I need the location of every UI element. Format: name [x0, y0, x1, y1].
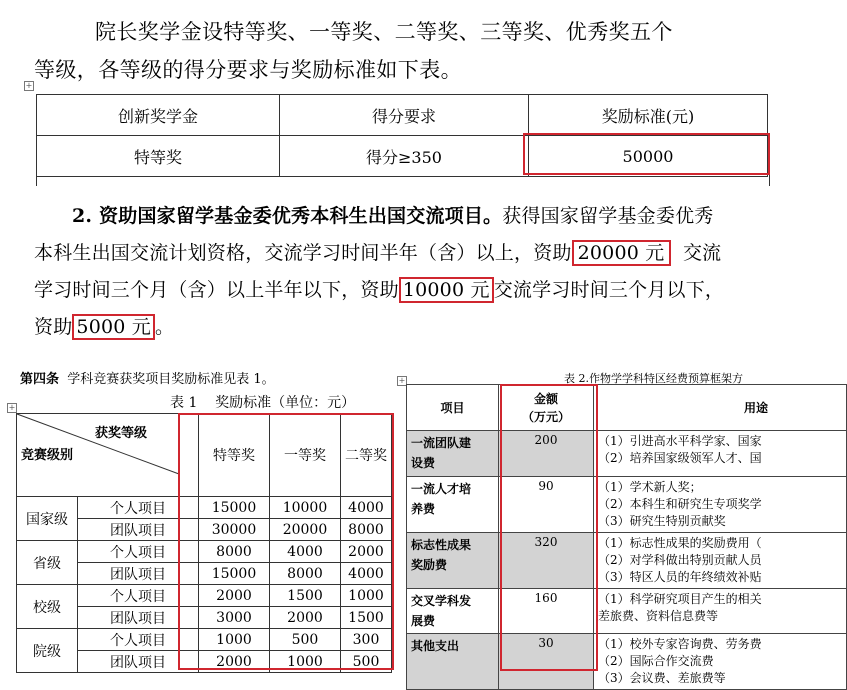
item-line: 一流人才培	[411, 482, 472, 496]
corner-cell	[17, 414, 199, 497]
section2-title: 2. 资助国家留学基金委优秀本科生出国交流项目。	[72, 205, 503, 227]
text-span: 交流	[682, 242, 722, 264]
use-line: 差旅费、资料信息费等	[598, 609, 719, 623]
project-type-cell: 个人项目	[78, 497, 199, 519]
table-row	[407, 477, 847, 533]
value-cell: 8000	[340, 519, 391, 541]
article-text: 学科竞赛获奖项目奖励标准见表 1。	[67, 372, 275, 387]
table-anchor-icon: +	[8, 403, 16, 412]
use-line: （2）国际合作交流费	[598, 654, 714, 668]
value-cell: 2000	[340, 541, 391, 563]
text-span: 学习时间三个月（含）以上半年以下，资助	[34, 279, 399, 301]
col-header: 一等奖	[269, 414, 340, 497]
value-cell: 1500	[340, 607, 391, 629]
item-line: 设费	[411, 456, 436, 470]
col-header: 创新奖学金	[37, 95, 280, 136]
item-line: 一流团队建	[411, 436, 472, 450]
text-span: 资助	[34, 316, 73, 338]
item-line: 养费	[411, 502, 436, 516]
article-label: 第四条	[20, 372, 60, 387]
text-span: 本科生出国交流计划资格，交流学习时间半年（含）以上，资助	[34, 242, 572, 264]
table1-caption: 表 1 奖励标准（单位：元）	[170, 395, 356, 411]
project-type-cell: 团队项目	[78, 651, 199, 673]
col-header: 得分要求	[280, 95, 529, 136]
value-cell: 30000	[198, 519, 269, 541]
corner-bottom: 竞赛级别	[21, 448, 74, 463]
paragraph-line-2: 等级，各等级的得分要求与奖励标准如下表。	[34, 58, 462, 82]
highlight-box	[178, 413, 394, 670]
table-row	[407, 589, 847, 634]
amount-highlight: 10000 元	[399, 277, 494, 303]
item-line: 其他支出	[411, 639, 460, 653]
col-header: 二等奖	[340, 414, 391, 497]
amount-cell: 320	[499, 533, 594, 589]
level-cell: 院级	[17, 629, 78, 673]
use-line: （1）引进高水平科学家、国家	[598, 434, 762, 448]
value-cell: 1000	[269, 651, 340, 673]
value-cell: 2000	[198, 585, 269, 607]
level-cell: 省级	[17, 541, 78, 585]
table-row	[407, 533, 847, 589]
use-cell	[594, 533, 847, 589]
project-type-cell: 个人项目	[78, 629, 199, 651]
value-cell: 4000	[340, 497, 391, 519]
amount-cell: 30	[499, 634, 594, 690]
value-cell: 1000	[198, 629, 269, 651]
section2-line-2	[34, 235, 721, 272]
col-amount-line2: （万元）	[521, 409, 570, 424]
use-line: （2）本科生和研究生专项奖学	[598, 497, 762, 511]
use-line: （1）科学研究项目产生的相关	[598, 592, 762, 606]
corner-top: 获奖等级	[95, 426, 148, 441]
item-cell	[407, 431, 499, 477]
use-line: （2）对学科做出特别贡献人员	[598, 553, 762, 567]
amount-cell: 90	[499, 477, 594, 533]
highlight-box	[523, 133, 770, 175]
use-line: （1）标志性成果的奖励费用（	[598, 536, 762, 550]
value-cell: 15000	[198, 497, 269, 519]
level-cell: 国家级	[17, 497, 78, 541]
text-span: 交流学习时间三个月以下，	[493, 279, 725, 301]
article-line	[20, 368, 275, 387]
amount-highlight: 5000 元	[72, 314, 155, 340]
project-type-cell: 团队项目	[78, 519, 199, 541]
value-cell: 500	[340, 651, 391, 673]
value-cell: 20000	[269, 519, 340, 541]
use-line: （1）学术新人奖；	[598, 480, 702, 494]
item-line: 标志性成果	[411, 538, 472, 552]
item-cell	[407, 533, 499, 589]
col-header: 奖励标准(元)	[529, 95, 768, 136]
value-cell: 1500	[269, 585, 340, 607]
use-line: （1）校外专家咨询费、劳务费	[598, 637, 762, 651]
value-cell: 2000	[198, 651, 269, 673]
level-cell: 校级	[17, 585, 78, 629]
value-cell: 300	[340, 629, 391, 651]
item-cell	[407, 589, 499, 634]
project-type-cell: 个人项目	[78, 541, 199, 563]
value-cell: 15000	[198, 563, 269, 585]
table-anchor-icon: +	[25, 81, 33, 90]
table2-caption: 表 2.作物学学科特区经费预算框架方	[564, 372, 743, 385]
amount-cell: 200	[499, 431, 594, 477]
value-cell: 3000	[198, 607, 269, 629]
col-header: 特等奖	[198, 414, 269, 497]
item-cell	[407, 634, 499, 690]
item-line: 展费	[411, 614, 436, 628]
item-line: 交叉学科发	[411, 594, 472, 608]
budget-table	[406, 384, 847, 690]
table-row	[407, 431, 847, 477]
use-line: （3）研究生特别贡献奖	[598, 514, 726, 528]
use-line: （2）培养国家级领军人才、国	[598, 451, 762, 465]
use-cell	[594, 431, 847, 477]
value-cell: 4000	[269, 541, 340, 563]
use-line: （3）特区人员的年终绩效补贴	[598, 570, 762, 584]
use-cell	[594, 477, 847, 533]
use-cell	[594, 634, 847, 690]
highlight-box	[500, 384, 598, 671]
text-span: 获得国家留学基金委优秀	[502, 205, 714, 227]
col-amount-line1: 金额	[533, 391, 558, 406]
value-cell: 4000	[340, 563, 391, 585]
amount-cell: 160	[499, 589, 594, 634]
project-type-cell: 个人项目	[78, 585, 199, 607]
value-cell: 1000	[340, 585, 391, 607]
value-cell: 8000	[269, 563, 340, 585]
item-line: 奖励费	[411, 558, 448, 572]
project-type-cell: 团队项目	[78, 563, 199, 585]
table-cell: 50000	[529, 136, 768, 177]
value-cell: 500	[269, 629, 340, 651]
amount-highlight: 20000 元	[572, 240, 671, 266]
section2-line-4	[34, 309, 174, 346]
table-cell: 特等奖	[37, 136, 280, 177]
table-row	[407, 634, 847, 690]
col-header: 项目	[407, 385, 499, 431]
use-cell	[594, 589, 847, 634]
text-span: 。	[155, 316, 175, 338]
col-header: 用途	[594, 385, 847, 431]
section2-line-3	[34, 272, 724, 309]
item-cell	[407, 477, 499, 533]
table-anchor-icon: +	[398, 376, 406, 385]
project-type-cell: 团队项目	[78, 607, 199, 629]
use-line: （3）会议费、差旅费等	[598, 671, 726, 685]
section2-line-1	[72, 198, 713, 235]
value-cell: 2000	[269, 607, 340, 629]
table2-clip	[406, 384, 817, 685]
table-cell: 得分≥350	[280, 136, 529, 177]
paragraph-line-1: 院长奖学金设特等奖、一等奖、二等奖、三等奖、优秀奖五个	[95, 20, 673, 44]
value-cell: 10000	[269, 497, 340, 519]
value-cell: 8000	[198, 541, 269, 563]
